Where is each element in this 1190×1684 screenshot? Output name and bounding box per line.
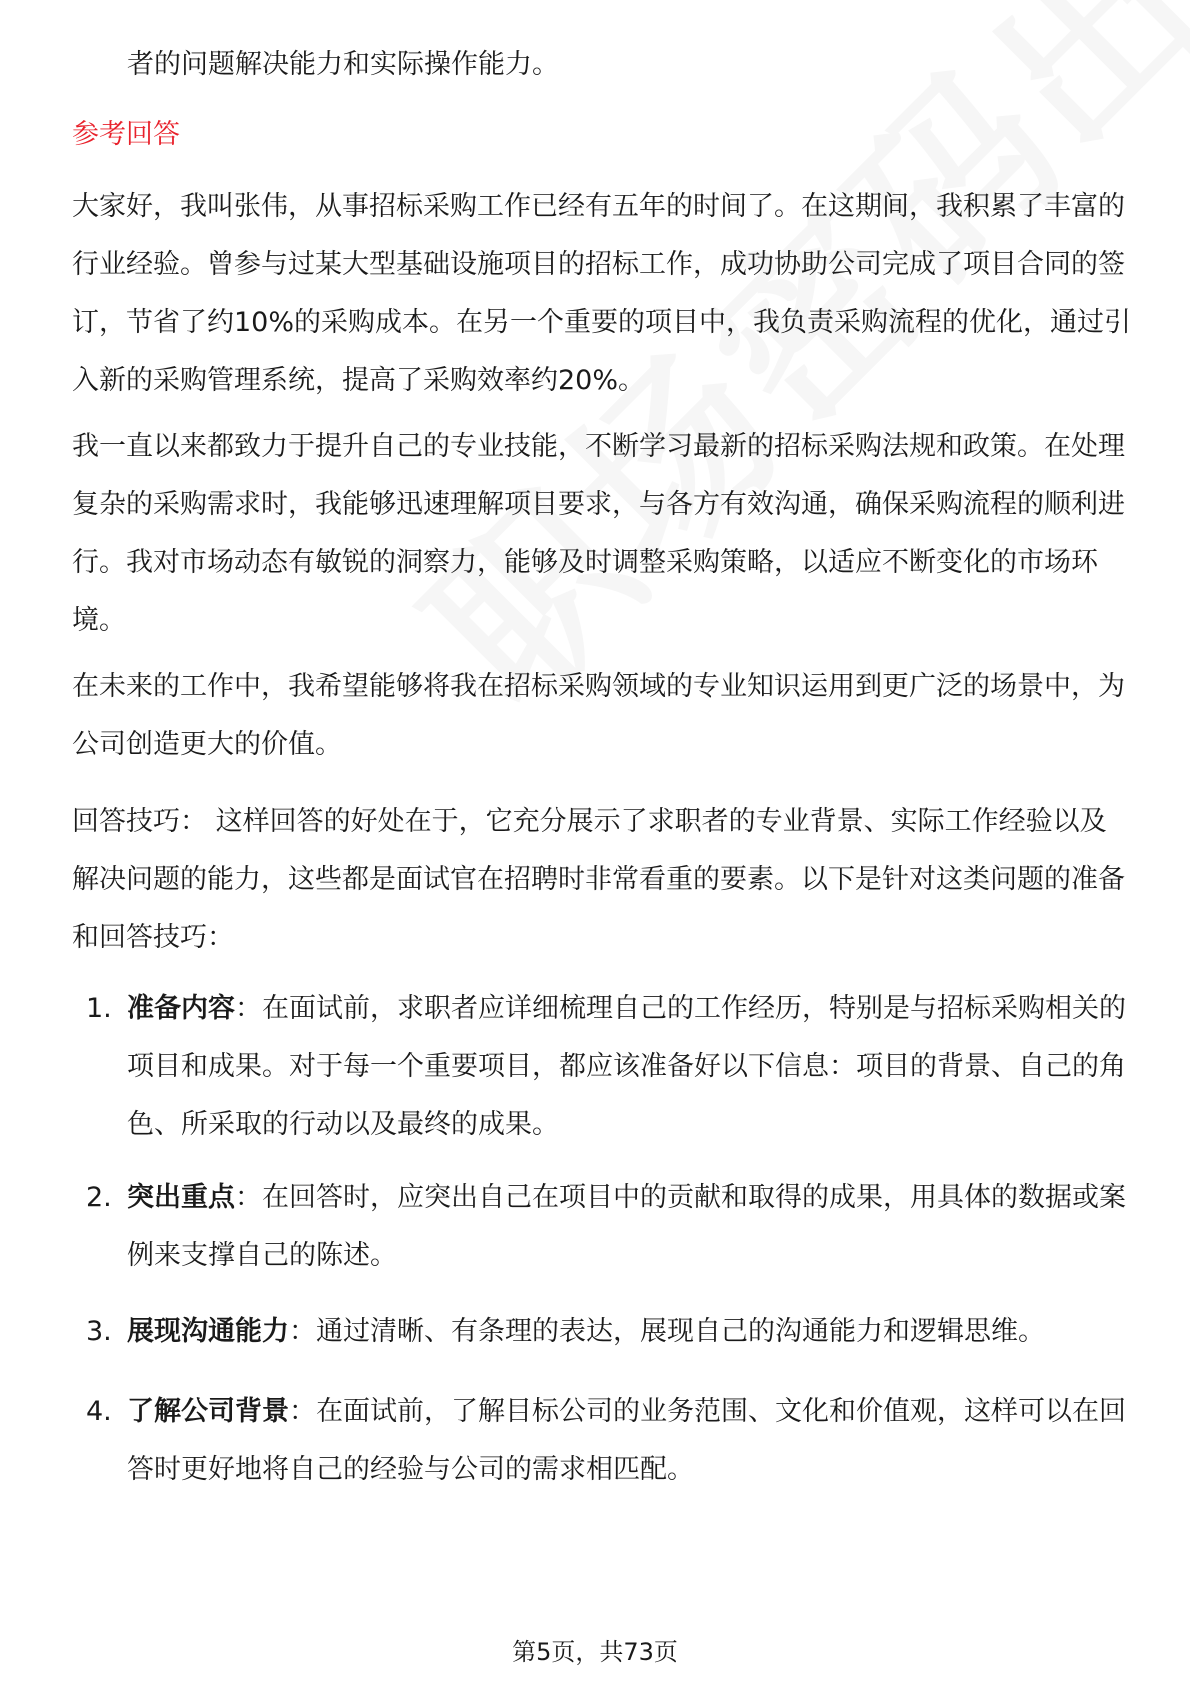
list-body (127, 1383, 1136, 1499)
list-number: 4. (86, 1396, 112, 1427)
list-item-text: 在面试前，求职者应详细梳理自己的工作经历，特别是与招标采购相关的项目和成果。对于每一个重要项目，都应该准备好以下信息：项目的背景、自己的角色、所采取的行动以及最终的成果。 (127, 993, 1126, 1140)
list-item-separator: ： (235, 993, 262, 1024)
tips-list-item (86, 980, 1136, 1154)
list-item-title: 突出重点 (127, 1182, 235, 1213)
intro-continuation: 者的问题解决能力和实际操作能力。 (127, 49, 559, 80)
list-item-separator: ： (289, 1316, 316, 1347)
tips-list-item (86, 1169, 1136, 1285)
list-item-text: 在回答时，应突出自己在项目中的贡献和取得的成果，用具体的数据或案例来支撑自己的陈述。 (127, 1182, 1126, 1271)
section-heading: 参考回答 (72, 119, 180, 150)
list-item-title: 准备内容 (127, 993, 235, 1024)
list-body (127, 980, 1136, 1154)
list-number: 1. (86, 993, 112, 1024)
list-number: 3. (86, 1316, 112, 1347)
answer-paragraph-3: 在未来的工作中，我希望能够将我在招标采购领域的专业知识运用到更广泛的场景中，为公司创造更大的价值。 (72, 671, 1125, 760)
list-body (127, 1303, 1136, 1361)
tips-list-item (86, 1383, 1136, 1499)
answer-paragraph-1: 大家好，我叫张伟，从事招标采购工作已经有五年的时间了。在这期间，我积累了丰富的行业经验。曾参与过某大型基础设施项目的招标工作，成功协助公司完成了项目合同的签订，节省了约10%的采购成本。在另一个重要的项目中，我负责采购流程的优化，通过引入新的采购管理系统，提高了采购效率约20%。 (72, 191, 1132, 396)
list-item-title: 了解公司背景 (127, 1396, 289, 1427)
list-number: 2. (86, 1182, 112, 1213)
tips-paragraph: 回答技巧： 这样回答的好处在于，它充分展示了求职者的专业背景、实际工作经验以及解决问题的能力，这些都是面试官在招聘时非常看重的要素。以下是针对这类问题的准备和回答技巧： (72, 806, 1125, 953)
page-footer: 第5页，共73页 (512, 1638, 678, 1666)
list-item-title: 展现沟通能力 (127, 1316, 289, 1347)
list-body (127, 1169, 1136, 1285)
tips-list-item (86, 1303, 1136, 1361)
list-item-separator: ： (235, 1182, 262, 1213)
list-item-separator: ： (289, 1396, 316, 1427)
list-item-text: 通过清晰、有条理的表达，展现自己的沟通能力和逻辑思维。 (316, 1316, 1045, 1347)
answer-paragraph-2: 我一直以来都致力于提升自己的专业技能，不断学习最新的招标采购法规和政策。在处理复杂的采购需求时，我能够迅速理解项目要求，与各方有效沟通，确保采购流程的顺利进行。我对市场动态有敏锐的洞察力，能够及时调整采购策略，以适应不断变化的市场环境。 (72, 431, 1125, 636)
list-item-text: 在面试前，了解目标公司的业务范围、文化和价值观，这样可以在回答时更好地将自己的经验与公司的需求相匹配。 (127, 1396, 1126, 1485)
